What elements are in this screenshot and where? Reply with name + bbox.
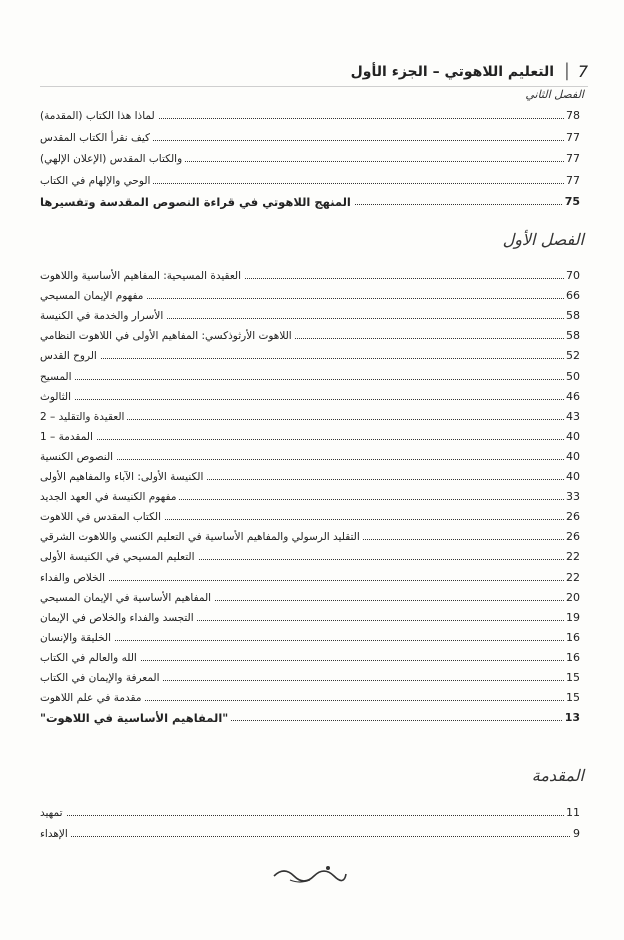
toc-entry-page: 26 <box>566 510 580 524</box>
section-heading: الفصل الثاني <box>525 88 584 101</box>
toc-entry-page: 22 <box>566 570 580 584</box>
toc-entry <box>40 670 580 686</box>
toc-entry <box>40 173 580 189</box>
toc-entry-page: 33 <box>566 490 580 504</box>
leader-dots <box>40 358 580 359</box>
toc-entry-page: 70 <box>566 269 580 282</box>
toc-entry <box>40 194 580 210</box>
toc-entry-title: التعليم المسيحي في الكنيسة الأولى <box>40 549 198 565</box>
toc-entry-page: 15 <box>566 691 580 705</box>
toc-entry <box>40 130 580 146</box>
toc-entry-title: مقدمة في علم اللاهوت <box>40 690 144 706</box>
toc-entry-page: 66 <box>566 289 580 303</box>
toc-entry-title: الأسرار والخدمة في الكنيسة <box>40 308 166 324</box>
toc-entry <box>40 826 580 842</box>
header-separator: | <box>563 60 570 81</box>
toc-entry-title: العقيدة والتقليد – 2 <box>40 409 127 425</box>
toc-entry-page: 52 <box>566 349 580 363</box>
toc-entry-title: المعرفة والإيمان في الكتاب <box>40 670 163 686</box>
toc-entry-title: تمهيد <box>40 805 66 821</box>
toc-entry-page: 43 <box>566 409 580 423</box>
toc-entry-title: المسيح <box>40 369 75 385</box>
leader-dots <box>40 640 580 641</box>
running-header <box>40 62 588 87</box>
toc-entry-page: 11 <box>566 806 580 819</box>
toc-entry-title: المنهج اللاهوتي في قراءة النصوص المقدسة وتفسيرها <box>40 194 354 210</box>
leader-dots <box>40 836 580 837</box>
toc-entry-page: 40 <box>566 429 580 443</box>
toc-entry-page: 16 <box>566 650 580 664</box>
toc-entry-title: الوحي والإلهام في الكتاب <box>40 173 153 189</box>
toc-entry-title: الكتاب المقدس في اللاهوت <box>40 509 164 525</box>
toc-entry-title: الله والعالم في الكتاب <box>40 650 140 666</box>
section-heading: الفصل الأول <box>502 230 584 249</box>
toc-entry-page: 40 <box>566 470 580 483</box>
toc-entry-title: اللاهوت الأرثوذكسي: المفاهيم الأولى في اللاهوت النظامي <box>40 328 295 344</box>
toc-entry <box>40 328 580 344</box>
toc-entry-title: (المقدمة) لماذا هذا الكتاب <box>40 108 158 124</box>
toc-entry <box>40 690 580 706</box>
leader-dots <box>40 580 580 581</box>
toc-entry <box>40 650 580 666</box>
toc-entry-page: 26 <box>566 530 580 544</box>
toc-entry-title: الكنيسة الأولى: الآباء والمفاهيم الأولى <box>40 469 206 485</box>
toc-entry <box>40 610 580 626</box>
page-number: 7 <box>577 62 588 81</box>
toc-entry-title: التجسد والفداء والخلاص في الإيمان <box>40 610 197 626</box>
toc-entry <box>40 529 580 545</box>
toc-entry-page: 50 <box>566 369 580 383</box>
toc-entry-title: مفهوم الإيمان المسيحي <box>40 288 146 304</box>
toc-entry-page: 40 <box>566 449 580 463</box>
toc-entry <box>40 151 580 167</box>
toc-entry <box>40 710 580 726</box>
toc-entry <box>40 288 580 304</box>
toc-entry-page: 58 <box>566 329 580 343</box>
toc-entry-title: "المفاهيم الأساسية في اللاهوت" <box>40 710 231 726</box>
toc-entry <box>40 549 580 565</box>
toc-entry <box>40 805 580 821</box>
leader-dots <box>40 459 580 460</box>
toc-entry <box>40 449 580 465</box>
toc-entry <box>40 268 580 284</box>
toc-entry-title: النصوص الكنسية <box>40 449 116 465</box>
running-title: التعليم اللاهوتي – الجزء الأول <box>350 64 554 80</box>
toc-entry <box>40 429 580 445</box>
toc-entry <box>40 389 580 405</box>
toc-entry-title: الخليقة والإنسان <box>40 630 114 646</box>
toc-entry <box>40 590 580 606</box>
toc-entry-page: 16 <box>566 630 580 644</box>
toc-entry-page: 15 <box>566 671 580 684</box>
section-heading: المقدمة <box>531 766 584 785</box>
toc-entry-page: 77 <box>566 152 580 166</box>
toc-entry-page: 77 <box>566 173 580 187</box>
toc-entry-title: الإهداء <box>40 826 71 842</box>
toc-entry <box>40 108 580 124</box>
toc-entry-page: 22 <box>566 550 580 564</box>
leader-dots <box>40 399 580 400</box>
toc-entry-title: الخلاص والفداء <box>40 570 108 586</box>
toc-entry-page: 9 <box>573 827 580 840</box>
toc-entry-page: 75 <box>564 195 580 209</box>
toc-entry <box>40 469 580 485</box>
toc-entry-page: 13 <box>564 711 580 725</box>
toc-entry-title: التقليد الرسولي والمفاهيم الأساسية في التعليم الكنسي واللاهوت الشرقي <box>40 529 363 545</box>
toc-entry <box>40 369 580 385</box>
toc-entry <box>40 489 580 505</box>
toc-entry-title: العقيدة المسيحية: المفاهيم الأساسية واللاهوت <box>40 268 244 284</box>
toc-entry-title: كيف نقرأ الكتاب المقدس <box>40 130 153 146</box>
toc-entry <box>40 630 580 646</box>
toc-entry <box>40 409 580 425</box>
leader-dots <box>40 439 580 440</box>
toc-entry-page: 46 <box>566 389 580 403</box>
toc-entry-title: المقدمة – 1 <box>40 429 96 445</box>
toc-entry-page: 58 <box>566 309 580 323</box>
toc-entry-page: 19 <box>566 610 580 624</box>
toc-entry-title: الثالوث <box>40 389 74 405</box>
toc-entry-title: مفهوم الكنيسة في العهد الجديد <box>40 489 179 505</box>
leader-dots <box>40 379 580 380</box>
toc-entry <box>40 570 580 586</box>
toc-entry-title: الروح القدس <box>40 348 100 364</box>
toc-entry <box>40 509 580 525</box>
toc-entry-page: 20 <box>566 590 580 604</box>
toc-entry-title: المفاهيم الأساسية في الإيمان المسيحي <box>40 590 214 606</box>
toc-entry-title: (الإعلان الإلهي) والكتاب المقدس <box>40 151 185 167</box>
toc-entry-page: 77 <box>566 130 580 144</box>
decorative-flourish-icon <box>270 862 350 886</box>
leader-dots <box>40 815 580 816</box>
toc-entry <box>40 308 580 324</box>
toc-entry <box>40 348 580 364</box>
toc-entry-page: 78 <box>566 109 580 122</box>
